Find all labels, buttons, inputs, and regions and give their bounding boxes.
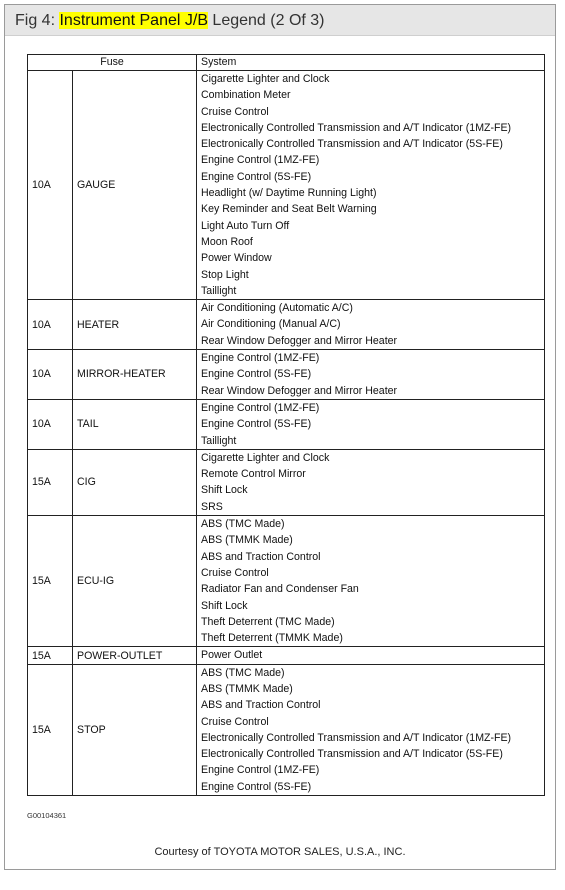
- system-item: ABS and Traction Control: [201, 550, 321, 563]
- fuse-column-header: Fuse: [28, 55, 197, 71]
- table-row: [28, 71, 545, 300]
- system-item: Power Outlet: [201, 649, 263, 662]
- fuse-circuit: POWER-OUTLET: [73, 647, 197, 664]
- fuse-circuit: TAIL: [73, 399, 197, 449]
- system-item: ABS (TMMK Made): [201, 534, 293, 547]
- system-item: Rear Window Defogger and Mirror Heater: [201, 334, 398, 347]
- fuse-legend-table: [27, 54, 545, 796]
- caption-prefix: Fig 4:: [15, 12, 60, 29]
- system-item: Cigarette Lighter and Clock: [201, 73, 330, 85]
- system-item: Air Conditioning (Manual A/C): [201, 318, 341, 331]
- system-cell: [197, 664, 545, 795]
- system-item: Engine Control (5S-FE): [201, 780, 312, 793]
- system-column-header: System: [197, 55, 545, 71]
- system-item: Engine Control (1MZ-FE): [201, 764, 320, 777]
- fuse-amperage: 15A: [28, 449, 73, 515]
- system-item: Electronically Controlled Transmission and A/T Indicator (5S-FE): [201, 748, 503, 761]
- fuse-circuit: ECU-IG: [73, 516, 197, 647]
- system-item: Shift Lock: [201, 599, 248, 612]
- system-item: Theft Deterrent (TMC Made): [201, 615, 335, 628]
- figure-frame: [4, 4, 556, 870]
- system-item: Engine Control (5S-FE): [201, 418, 312, 431]
- fuse-amperage: 15A: [28, 664, 73, 795]
- table-row: [28, 300, 545, 350]
- system-cell: [197, 399, 545, 449]
- system-cell: [197, 516, 545, 647]
- fuse-amperage: 15A: [28, 647, 73, 664]
- system-item: Electronically Controlled Transmission and A/T Indicator (5S-FE): [201, 138, 503, 151]
- system-item: ABS (TMC Made): [201, 518, 285, 531]
- system-item: ABS (TMC Made): [201, 666, 285, 679]
- system-item: ABS and Traction Control: [201, 699, 321, 712]
- table-row: [28, 399, 545, 449]
- system-item: Taillight: [201, 284, 237, 297]
- system-item: Cigarette Lighter and Clock: [201, 451, 330, 464]
- fuse-circuit: CIG: [73, 449, 197, 515]
- caption-suffix: Legend (2 Of 3): [207, 12, 325, 29]
- system-item: Moon Roof: [201, 235, 253, 248]
- system-item: Cruise Control: [201, 715, 269, 728]
- system-item: Stop Light: [201, 268, 249, 281]
- fuse-amperage: 10A: [28, 300, 73, 350]
- fuse-amperage: 15A: [28, 516, 73, 647]
- fuse-amperage: 10A: [28, 350, 73, 400]
- system-item: Theft Deterrent (TMMK Made): [201, 632, 343, 645]
- system-item: Shift Lock: [201, 484, 248, 497]
- fuse-amperage: 10A: [28, 71, 73, 300]
- system-item: Engine Control (1MZ-FE): [201, 154, 320, 167]
- system-item: Power Window: [201, 252, 272, 265]
- system-item: Radiator Fan and Condenser Fan: [201, 583, 359, 596]
- system-item: Cruise Control: [201, 105, 269, 118]
- fuse-circuit: STOP: [73, 664, 197, 795]
- credit-line: Courtesy of TOYOTA MOTOR SALES, U.S.A., INC.: [154, 846, 406, 858]
- system-item: Light Auto Turn Off: [201, 219, 290, 232]
- table-row: [28, 449, 545, 515]
- system-item: Electronically Controlled Transmission and A/T Indicator (1MZ-FE): [201, 731, 512, 744]
- table-body: [28, 71, 545, 796]
- system-item: Electronically Controlled Transmission and A/T Indicator (1MZ-FE): [201, 121, 512, 134]
- fuse-circuit: MIRROR-HEATER: [73, 350, 197, 400]
- system-item: Key Reminder and Seat Belt Warning: [201, 203, 377, 216]
- table-row: [28, 350, 545, 400]
- system-item: Remote Control Mirror: [201, 468, 306, 481]
- table-row: [28, 647, 545, 664]
- figure-id: G00104361: [27, 811, 67, 820]
- system-item: Headlight (w/ Daytime Running Light): [201, 187, 377, 200]
- system-item: Engine Control (1MZ-FE): [201, 352, 320, 365]
- system-item: ABS (TMMK Made): [201, 682, 293, 695]
- system-cell: [197, 350, 545, 400]
- system-item: Combination Meter: [201, 89, 291, 102]
- system-item: Engine Control (1MZ-FE): [201, 401, 320, 414]
- system-item: Air Conditioning (Automatic A/C): [201, 302, 353, 315]
- system-item: Cruise Control: [201, 566, 269, 579]
- figure-caption: [5, 5, 555, 36]
- system-item: SRS: [201, 500, 223, 513]
- system-cell: [197, 71, 545, 300]
- system-item: Rear Window Defogger and Mirror Heater: [201, 384, 398, 397]
- caption-highlight: Instrument Panel J/B: [59, 12, 208, 29]
- system-item: Engine Control (5S-FE): [201, 170, 312, 183]
- system-item: Taillight: [201, 434, 237, 447]
- table-header-row: [28, 55, 545, 71]
- table-row: [28, 664, 545, 795]
- table-row: [28, 516, 545, 647]
- system-cell: [197, 647, 545, 664]
- fuse-circuit: HEATER: [73, 300, 197, 350]
- fuse-amperage: 10A: [28, 399, 73, 449]
- system-cell: [197, 300, 545, 350]
- system-cell: [197, 449, 545, 515]
- system-item: Engine Control (5S-FE): [201, 368, 312, 381]
- fuse-circuit: GAUGE: [73, 71, 197, 300]
